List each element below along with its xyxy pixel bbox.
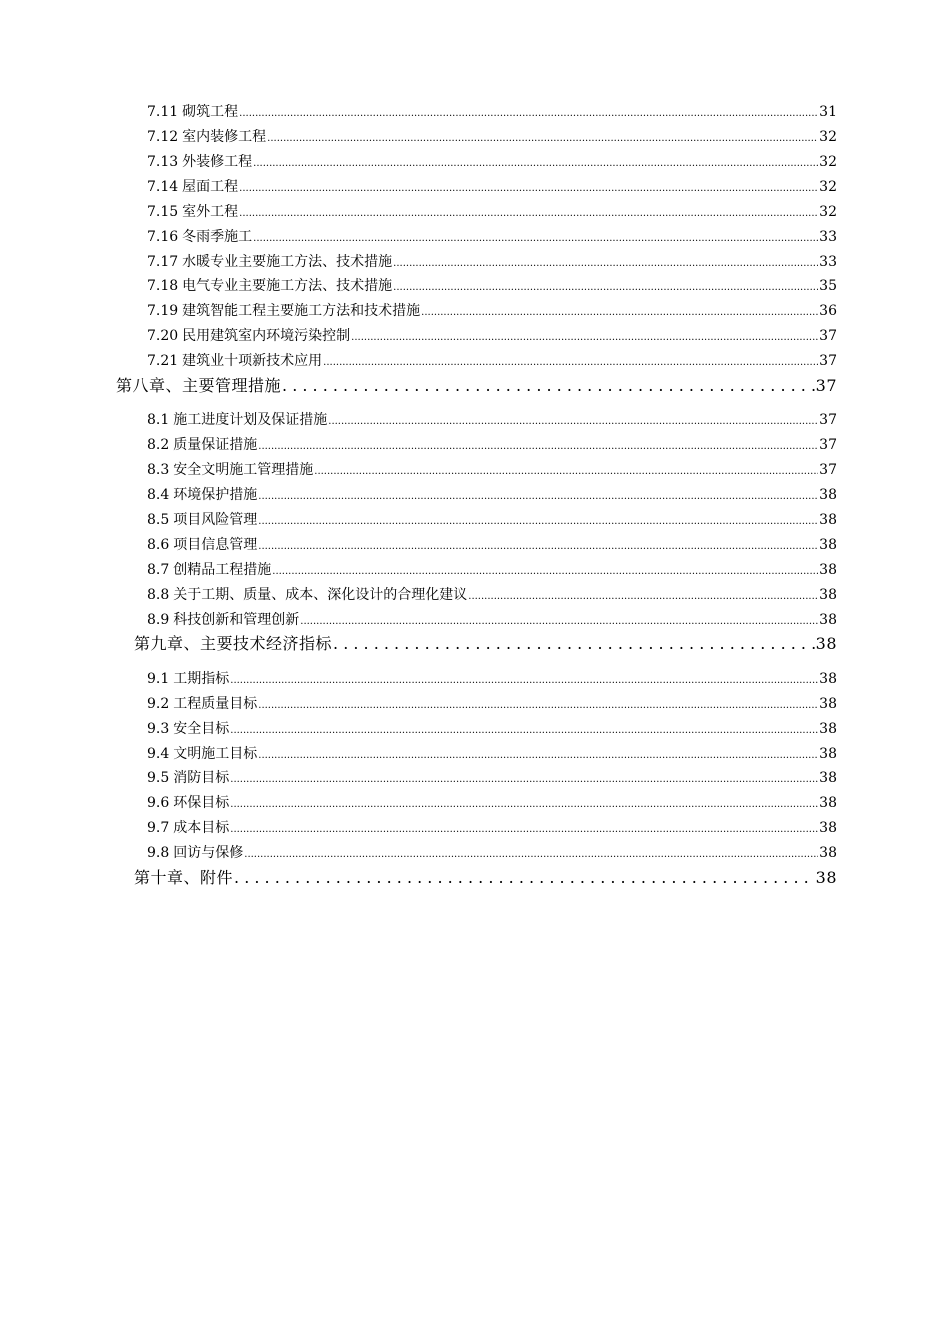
toc-entry-8-7[interactable]: [147, 560, 837, 580]
toc-entry-title: 屋面工程: [182, 179, 239, 195]
toc-chapter-page: 38: [815, 868, 837, 887]
toc-entry-title: 民用建筑室内环境污染控制: [182, 328, 351, 344]
toc-entry-number: 7.11: [147, 104, 179, 120]
toc-entry-8-1[interactable]: [147, 410, 837, 430]
toc-entry-page: 32: [819, 179, 837, 195]
toc-entry-title: 安全文明施工管理措施: [173, 462, 314, 478]
toc-entry-title: 创精品工程措施: [173, 562, 272, 578]
toc-entry-page: 33: [819, 254, 837, 270]
toc-entry-9-5[interactable]: [147, 768, 837, 788]
toc-entry-page: 33: [819, 229, 837, 245]
toc-entry-7-17[interactable]: [147, 252, 837, 272]
toc-entry-title: 文明施工目标: [173, 746, 258, 762]
toc-entry-title: 项目风险管理: [173, 512, 258, 528]
dot-leader: [258, 696, 818, 714]
toc-entry-page: 37: [819, 462, 837, 478]
toc-entry-page: 38: [819, 537, 837, 553]
dot-leader: [253, 154, 818, 172]
toc-entry-number: 9.2: [147, 696, 170, 712]
toc-entry-8-4[interactable]: [147, 485, 837, 505]
toc-entry-page: 38: [819, 845, 837, 861]
dot-leader: [258, 537, 818, 555]
toc-entry-page: 38: [819, 612, 837, 628]
toc-entry-page: 38: [819, 696, 837, 712]
toc-entry-8-8[interactable]: [147, 585, 837, 605]
toc-entry-page: 38: [819, 820, 837, 836]
toc-entry-number: 9.6: [147, 795, 170, 811]
dot-leader: [244, 845, 818, 863]
toc-entry-8-9[interactable]: [147, 610, 837, 630]
toc-chapter-title: 第八章、主要管理措施: [116, 376, 282, 395]
toc-entry-9-4[interactable]: [147, 744, 837, 764]
toc-entry-title: 质量保证措施: [173, 437, 258, 453]
toc-entry-number: 7.20: [147, 328, 179, 344]
toc-entry-page: 32: [819, 129, 837, 145]
toc-entry-7-14[interactable]: [147, 177, 837, 197]
dot-leader: [333, 633, 815, 655]
toc-entry-title: 回访与保修: [173, 845, 244, 861]
dot-leader: [300, 612, 818, 630]
dot-leader: [239, 104, 818, 122]
toc-entry-title: 工程质量目标: [173, 696, 258, 712]
toc-entry-title: 工期指标: [173, 671, 230, 687]
toc-entry-number: 7.21: [147, 353, 179, 369]
toc-entry-7-18[interactable]: [147, 276, 837, 296]
toc-entry-9-1[interactable]: [147, 669, 837, 689]
toc-entry-title: 成本目标: [173, 820, 230, 836]
toc-chapter-title: 第十章、附件: [134, 868, 234, 887]
toc-entry-number: 7.12: [147, 129, 179, 145]
toc-entry-page: 38: [819, 562, 837, 578]
toc-entry-number: 9.7: [147, 820, 170, 836]
dot-leader: [258, 437, 818, 455]
toc-entry-number: 8.2: [147, 437, 170, 453]
dot-leader: [314, 462, 818, 480]
dot-leader: [230, 795, 818, 813]
toc-entry-number: 7.14: [147, 179, 179, 195]
toc-entry-number: 9.5: [147, 770, 170, 786]
toc-entry-number: 7.13: [147, 154, 179, 170]
toc-entry-number: 8.8: [147, 587, 170, 603]
dot-leader: [239, 204, 818, 222]
dot-leader: [239, 179, 818, 197]
toc-entry-title: 外装修工程: [182, 154, 253, 170]
dot-leader: [230, 721, 818, 739]
toc-entry-title: 冬雨季施工: [182, 229, 253, 245]
toc-entry-page: 38: [819, 587, 837, 603]
dot-leader: [328, 412, 818, 430]
toc-entry-title: 消防目标: [173, 770, 230, 786]
dot-leader: [282, 375, 815, 397]
toc-entry-page: 38: [819, 795, 837, 811]
toc-entry-page: 37: [819, 437, 837, 453]
toc-entry-title: 环保目标: [173, 795, 230, 811]
dot-leader: [253, 229, 818, 247]
dot-leader: [323, 353, 818, 371]
toc-entry-title: 水暖专业主要施工方法、技术措施: [182, 254, 393, 270]
dot-leader: [230, 820, 818, 838]
toc-chapter-10[interactable]: [134, 867, 837, 889]
toc-entry-title: 科技创新和管理创新: [173, 612, 300, 628]
toc-entry-title: 关于工期、质量、成本、深化设计的合理化建议: [173, 587, 468, 603]
toc-entry-7-13[interactable]: [147, 152, 837, 172]
toc-entry-7-15[interactable]: [147, 202, 837, 222]
dot-leader: [267, 129, 818, 147]
toc-entry-title: 砌筑工程: [182, 104, 239, 120]
toc-entry-title: 电气专业主要施工方法、技术措施: [182, 278, 393, 294]
toc-chapter-page: 37: [815, 376, 837, 395]
toc-entry-page: 32: [819, 154, 837, 170]
toc-entry-title: 环境保护措施: [173, 487, 258, 503]
dot-leader: [234, 867, 815, 889]
toc-entry-number: 8.6: [147, 537, 170, 553]
toc-entry-number: 8.9: [147, 612, 170, 628]
toc-entry-number: 8.5: [147, 512, 170, 528]
toc-entry-page: 38: [819, 770, 837, 786]
toc-entry-page: 37: [819, 353, 837, 369]
toc-entry-number: 8.4: [147, 487, 170, 503]
toc-entry-number: 8.3: [147, 462, 170, 478]
toc-entry-page: 37: [819, 412, 837, 428]
dot-leader: [272, 562, 818, 580]
toc-entry-page: 35: [819, 278, 837, 294]
toc-entry-7-11[interactable]: [147, 102, 837, 122]
toc-entry-page: 38: [819, 487, 837, 503]
toc-entry-number: 7.18: [147, 278, 179, 294]
dot-leader: [258, 512, 818, 530]
toc-entry-page: 36: [819, 303, 837, 319]
dot-leader: [351, 328, 818, 346]
toc-entry-title: 项目信息管理: [173, 537, 258, 553]
toc-entry-9-7[interactable]: [147, 818, 837, 838]
toc-chapter-8[interactable]: [116, 375, 837, 397]
dot-leader: [258, 746, 818, 764]
toc-entry-9-3[interactable]: [147, 719, 837, 739]
toc-entry-number: 7.17: [147, 254, 179, 270]
toc-entry-7-19[interactable]: [147, 301, 837, 321]
toc-entry-page: 38: [819, 671, 837, 687]
toc-entry-7-20[interactable]: [147, 326, 837, 346]
toc-entry-page: 38: [819, 721, 837, 737]
toc-chapter-title: 第九章、主要技术经济指标: [134, 634, 333, 653]
toc-entry-8-2[interactable]: [147, 435, 837, 455]
toc-entry-number: 9.4: [147, 746, 170, 762]
toc-entry-8-3[interactable]: [147, 460, 837, 480]
toc-entry-number: 7.16: [147, 229, 179, 245]
toc-entry-title: 建筑业十项新技术应用: [182, 353, 323, 369]
toc-entry-9-6[interactable]: [147, 793, 837, 813]
toc-entry-page: 38: [819, 746, 837, 762]
toc-entry-number: 9.1: [147, 671, 170, 687]
toc-entry-number: 9.8: [147, 845, 170, 861]
toc-entry-title: 室外工程: [182, 204, 239, 220]
toc-entry-7-12[interactable]: [147, 127, 837, 147]
toc-entry-page: 38: [819, 512, 837, 528]
toc-entry-9-2[interactable]: [147, 694, 837, 714]
toc-entry-number: 8.7: [147, 562, 170, 578]
dot-leader: [258, 487, 818, 505]
dot-leader: [230, 770, 818, 788]
toc-entry-title: 施工进度计划及保证措施: [173, 412, 328, 428]
toc-chapter-page: 38: [815, 634, 837, 653]
toc-entry-8-5[interactable]: [147, 510, 837, 530]
toc-entry-number: 7.19: [147, 303, 179, 319]
toc-entry-number: 8.1: [147, 412, 170, 428]
toc-entry-9-8[interactable]: [147, 843, 837, 863]
toc-entry-page: 31: [819, 104, 837, 120]
dot-leader: [393, 254, 818, 272]
dot-leader: [421, 303, 818, 321]
dot-leader: [230, 671, 818, 689]
dot-leader: [393, 278, 818, 296]
toc-entry-8-6[interactable]: [147, 535, 837, 555]
toc-entry-title: 室内装修工程: [182, 129, 267, 145]
toc-entry-7-16[interactable]: [147, 227, 837, 247]
toc-entry-page: 32: [819, 204, 837, 220]
toc-entry-7-21[interactable]: [147, 351, 837, 371]
dot-leader: [468, 587, 818, 605]
toc-chapter-9[interactable]: [134, 633, 837, 655]
toc-entry-number: 7.15: [147, 204, 179, 220]
toc-entry-page: 37: [819, 328, 837, 344]
toc-entry-number: 9.3: [147, 721, 170, 737]
toc-entry-title: 建筑智能工程主要施工方法和技术措施: [182, 303, 421, 319]
toc-entry-title: 安全目标: [173, 721, 230, 737]
